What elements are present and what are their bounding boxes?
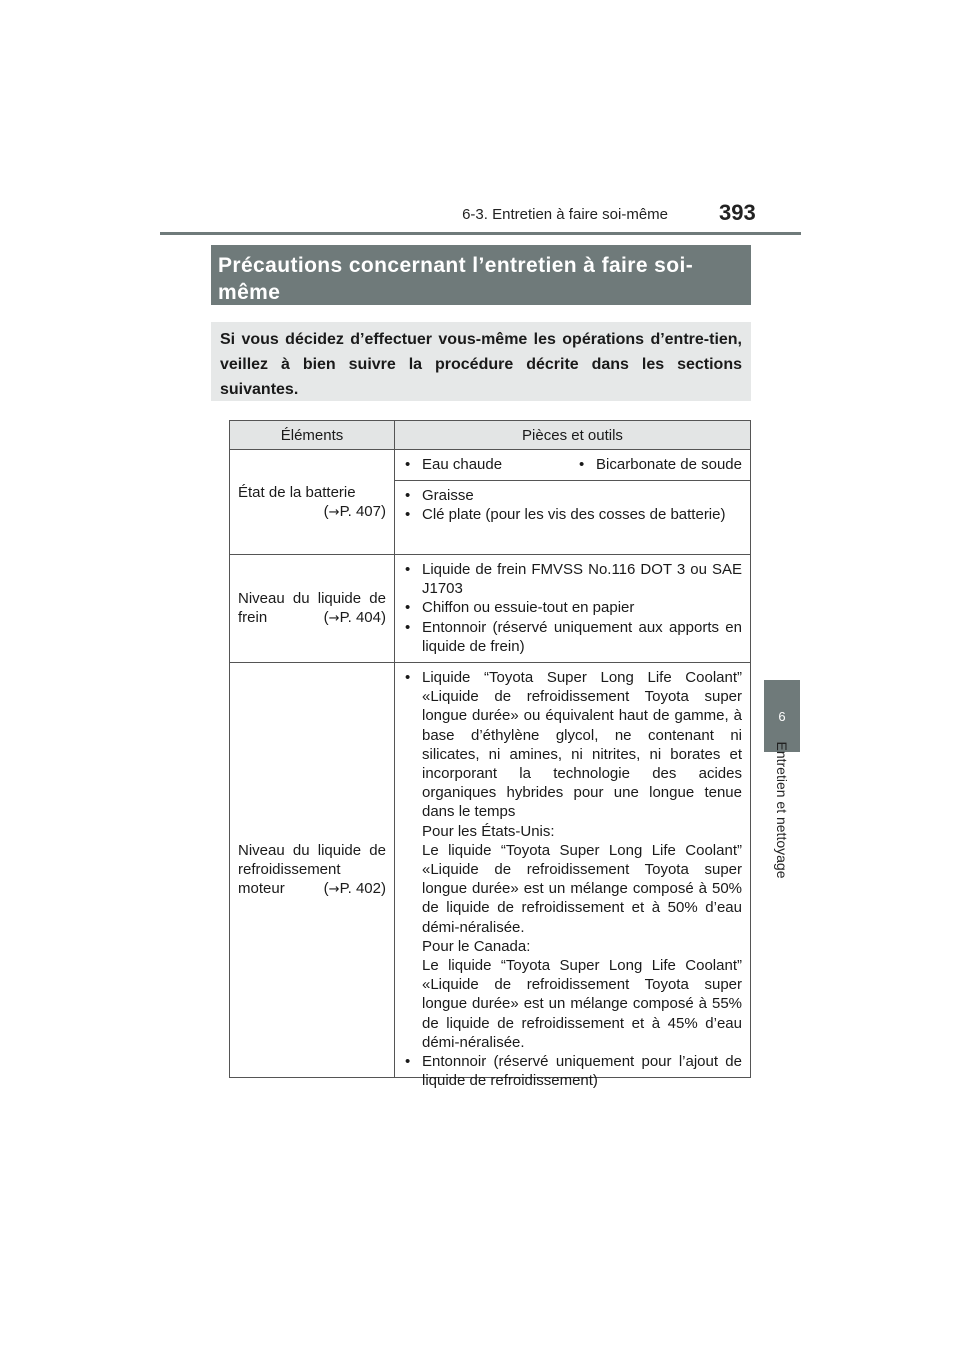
brake-tools: [395, 555, 750, 662]
tools-table: [229, 420, 751, 1090]
table-row-coolant: [230, 663, 750, 1090]
battery-name: État de la batterie: [238, 483, 356, 501]
list-item: • Eau chaude: [403, 456, 502, 473]
arrow-icon: →: [328, 882, 340, 897]
page-title-line1: Précautions concernant l’entretien à faire soi-: [218, 254, 694, 277]
battery-ref: (→P. 407): [323, 502, 386, 520]
ca-title: Pour le Canada:: [422, 937, 531, 955]
list-item: • Chiffon ou essuie-tout en papier: [403, 598, 742, 617]
battery-tools: [395, 450, 750, 554]
list-item: • Liquide “Toyota Super Long Life Coolant” «Liquide de refroidissement Toyota super longue durée» ou équivalent haut de gamme, à base d’éthylène glycol, ne contenant ni silicates, ni amines, ni nitrites, ni borates et incorporant la technologie des acides organiques hybrides pour une longue tenue dans le temps Pour les États-Unis: Le liquide “Toyota Super Long Life Coolant” «Liquide de refroidissement Toyota super longue durée» est un mélange composé à 50% de liquide de refroidissement et à 50% d’eau démi-néralisée. Pour le Canada: Le liquide “Toyota Super Long Life Coolant” «Liquide de refroidissement Toyota super longue durée» est un mélange composé à 55% de liquide de refroidissement et à 45% d’eau démi-néralisée.: [403, 668, 742, 1052]
header-parts-tools: Pièces et outils: [522, 426, 623, 444]
ca-text: Le liquide “Toyota Super Long Life Coolant” «Liquide de refroidissement Toyota super longue durée» est un mélange composé à 55% de liquide de refroidissement et à 45% d’eau démi-néralisée.: [422, 957, 742, 1051]
coolant-tools: [395, 663, 750, 1090]
coolant-label: Niveau du liquide de refroidissement moteur (→P. 402): [230, 663, 395, 1077]
battery-label: [230, 450, 395, 554]
list-item: • Graisse: [403, 486, 742, 505]
list-item: • Clé plate (pour les vis des cosses de batterie): [403, 505, 742, 524]
arrow-icon: →: [328, 611, 340, 626]
page-title-line2: même: [218, 281, 281, 304]
chapter-number: 6: [778, 708, 786, 724]
section-header: 6-3. Entretien à faire soi-même: [462, 206, 668, 223]
table-row-brake: [230, 555, 750, 663]
list-item: • Entonnoir (réservé uniquement aux apports en liquide de frein): [403, 618, 742, 656]
page-title: [211, 245, 751, 305]
intro-box: Si vous décidez d’effectuer vous-même les opérations d’entre-tien, veillez à bien suivre la procédure décrite dans les sections suivantes.: [211, 322, 751, 401]
us-title: Pour les États-Unis:: [422, 822, 555, 840]
list-item: • Entonnoir (réservé uniquement pour l’ajout de liquide de refroidissement): [403, 1052, 742, 1090]
brake-ref: (→P. 404): [323, 609, 386, 626]
table-header: [230, 421, 750, 450]
coolant-ref: (→P. 402): [323, 880, 386, 897]
list-item: • Liquide de frein FMVSS No.116 DOT 3 ou SAE J1703: [403, 560, 742, 598]
header-rule: [160, 232, 801, 235]
header-elements: Éléments: [230, 421, 395, 449]
list-item: • Bicarbonate de soude: [577, 456, 742, 473]
us-text: Le liquide “Toyota Super Long Life Coolant” «Liquide de refroidissement Toyota super longue durée» est un mélange composé à 50% de liquide de refroidissement et à 50% d’eau démi-néralisée.: [422, 841, 742, 936]
page-number: 393: [719, 200, 756, 225]
arrow-icon: →: [328, 504, 340, 520]
brake-label: Niveau du liquide de frein (→P. 404): [230, 555, 395, 662]
table-row-battery: [230, 450, 750, 555]
chapter-label: Entretien et nettoyage: [774, 741, 790, 879]
